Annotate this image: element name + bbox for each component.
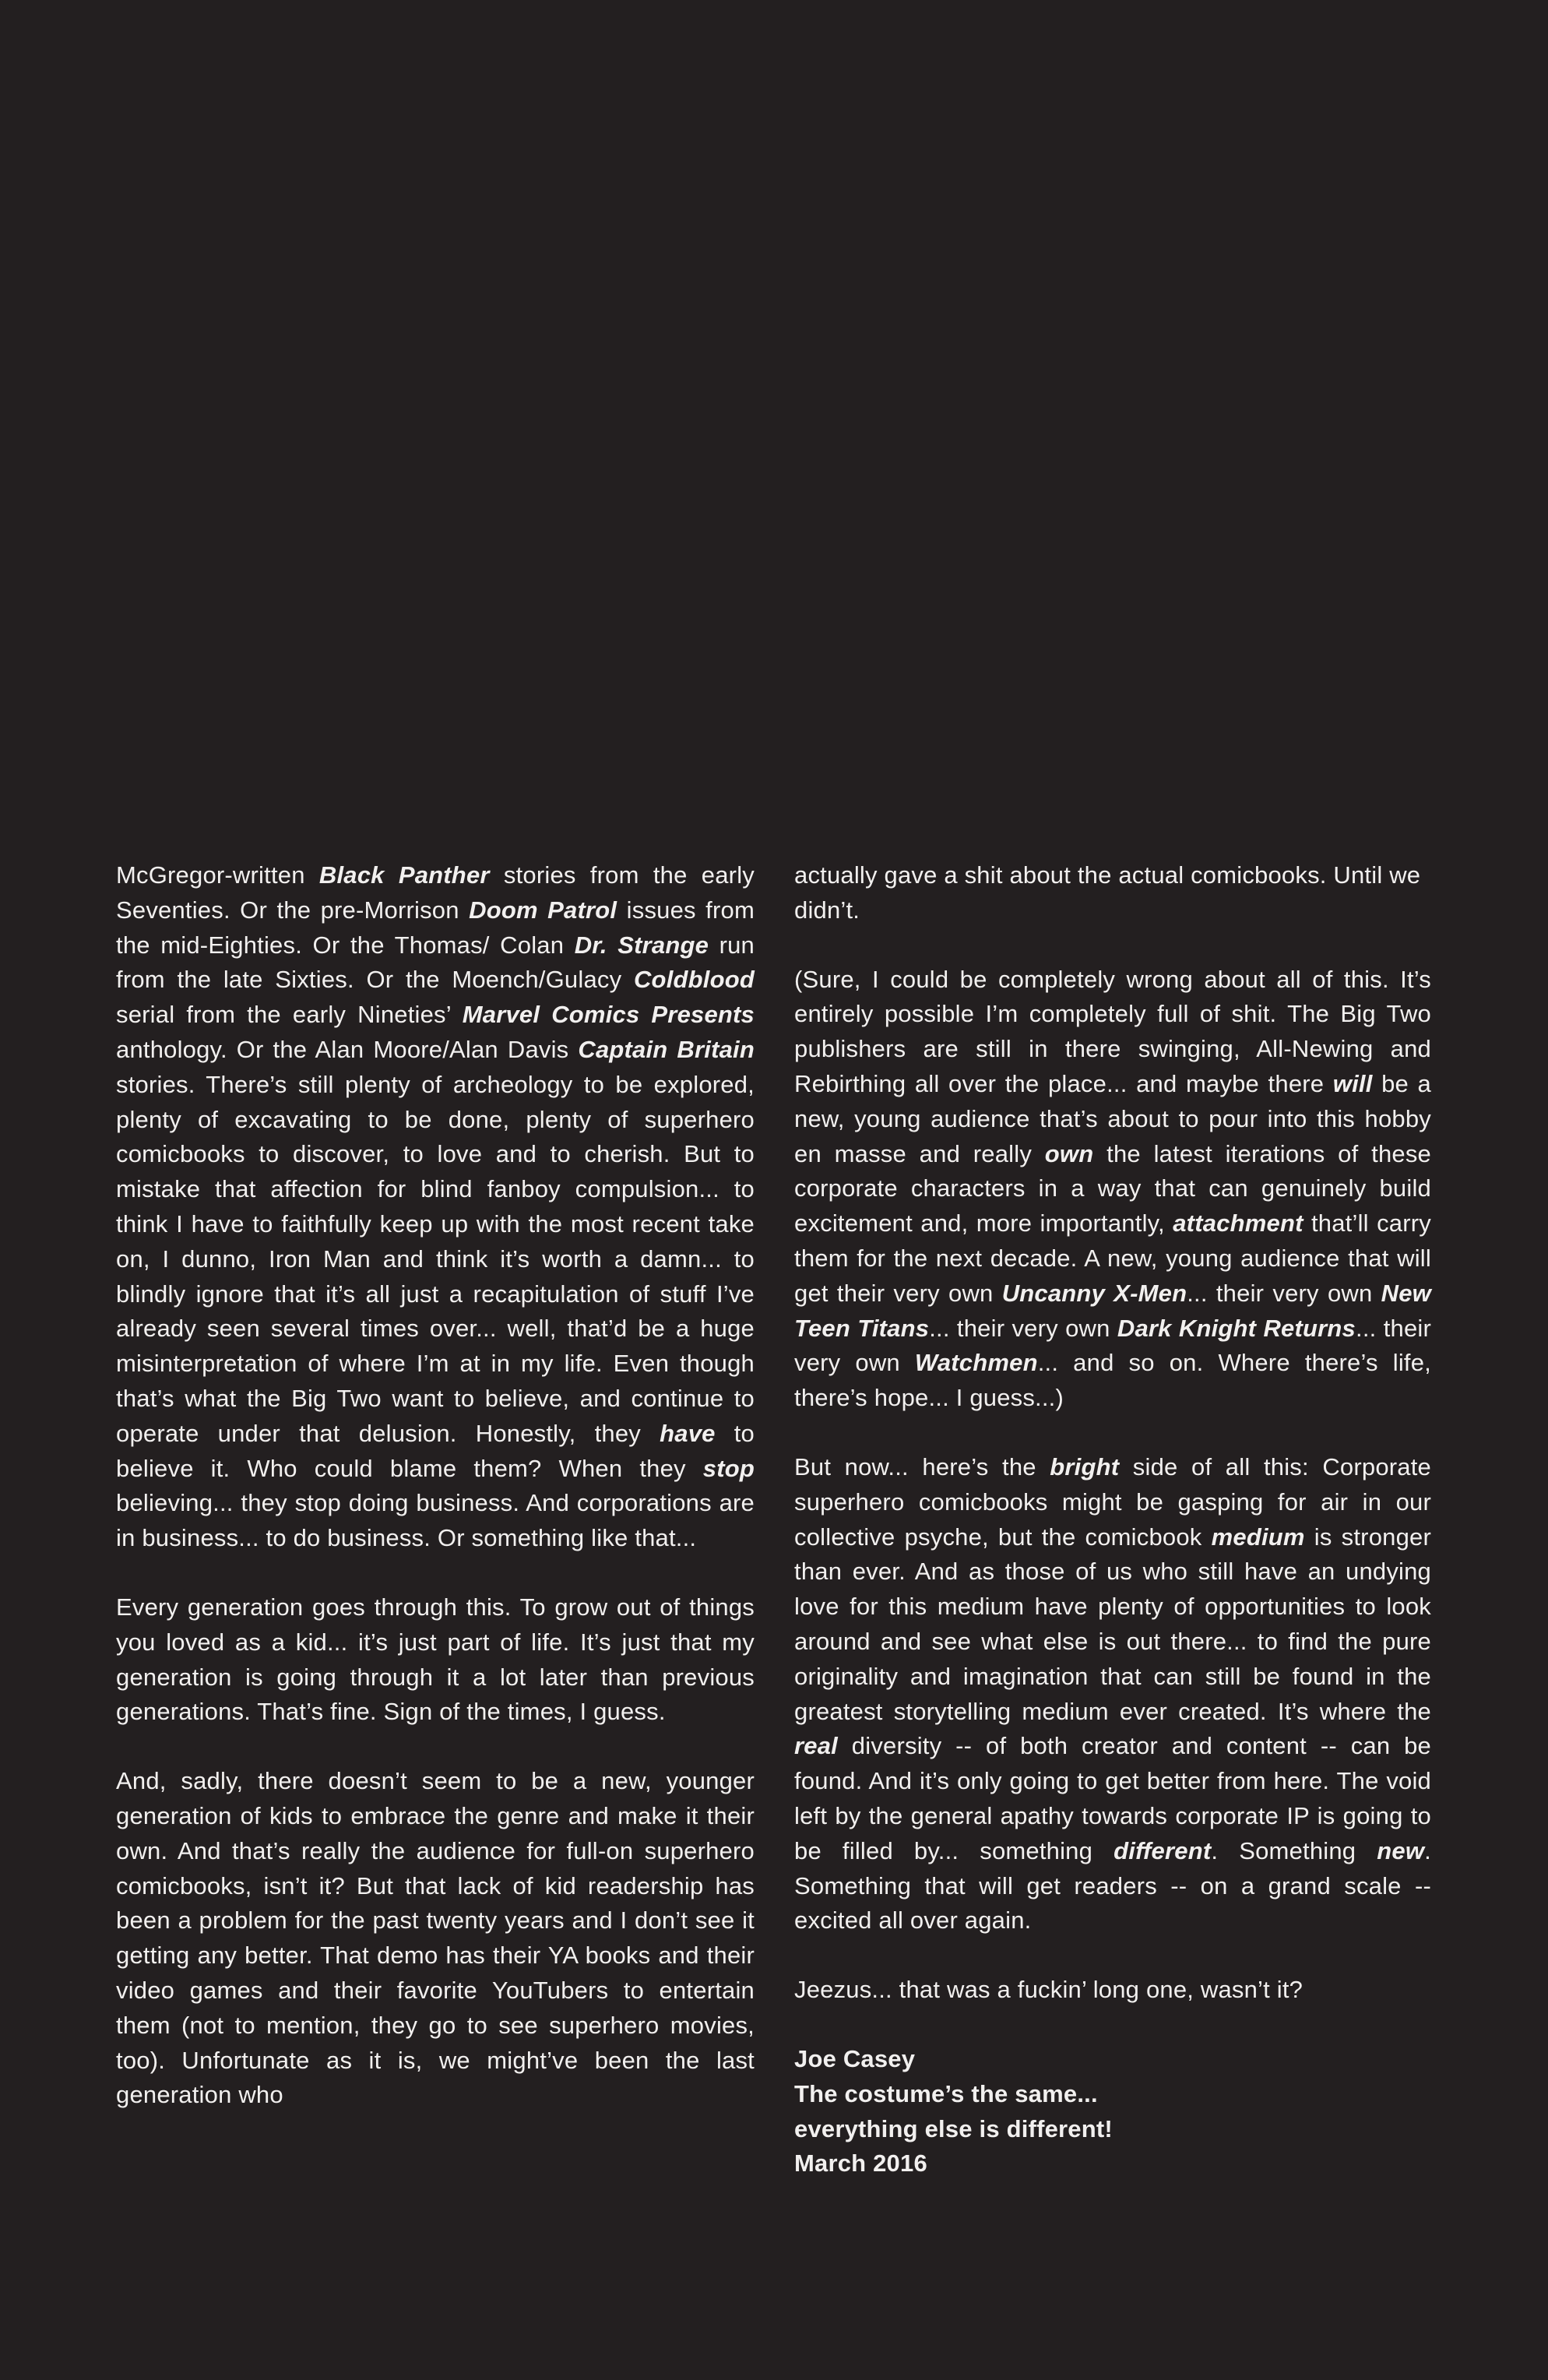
right-paragraph-2 — [794, 963, 1431, 1416]
italic-title-text: Black Panther — [318, 861, 490, 889]
body-text: Every generation goes through this. To grow out of things you loved as a kid... it’s just part of life. It’s just that my generation is going through it a lot later than previous generations. That’s fine. Sign of the times, I guess. — [116, 1593, 755, 1726]
body-text: to believe it. Who could blame them? When they — [116, 1419, 755, 1482]
italic-title-text: new — [1377, 1836, 1425, 1864]
body-text: side of all this: Corporate superhero comicbooks might be gasping for air in our collective psyche, but the comicbook — [794, 1452, 1431, 1551]
left-column — [116, 858, 755, 2147]
italic-title-text: have — [660, 1419, 716, 1447]
italic-title-text: Marvel Comics Presents — [462, 1001, 755, 1029]
italic-title-text: Dark Knight Returns — [1117, 1314, 1356, 1342]
body-text: anthology. Or the Alan Moore/Alan Davis — [116, 1035, 579, 1063]
signature-line-1: The costume’s the same... — [794, 2079, 1098, 2107]
italic-title-text: Doom Patrol — [469, 896, 617, 924]
body-text: issues from the mid-Eighties. Or the Thomas/ Colan — [116, 896, 755, 959]
italic-title-text: will — [1332, 1069, 1373, 1097]
body-text: But now... here’s the — [794, 1452, 1050, 1480]
left-paragraph-2 — [116, 1590, 755, 1730]
body-text: be a new, young audience that’s about to pour into this hobby en masse and really — [794, 1069, 1431, 1167]
italic-title-text: Coldblood — [633, 966, 755, 994]
body-text: ... their very own — [1187, 1279, 1381, 1307]
body-text: actually gave a shit about the actual comicbooks. Until we didn’t. — [794, 861, 1421, 924]
body-text: is stronger than ever. And as those of us who still have an undying love for this medium have plenty of opportunities to look around and see what else is out there... to find the pure originality and imagination that can still be found in the greatest storytelling medium ever created. It’s where the — [794, 1523, 1431, 1725]
body-text: the latest iterations of these corporate characters in a way that can genuinely build excitement and, more importantly, — [794, 1139, 1431, 1238]
right-paragraph-1 — [794, 858, 1431, 928]
author-name: Joe Casey — [794, 2044, 916, 2072]
italic-title-text: bright — [1050, 1452, 1120, 1480]
italic-title-text: attachment — [1173, 1209, 1303, 1238]
body-text: Jeezus... that was a fuckin’ long one, wasn’t it? — [794, 1976, 1303, 2004]
signature-date: March 2016 — [794, 2149, 927, 2178]
body-text: ... and so on. Where there’s life, there’s hope... I guess...) — [794, 1349, 1431, 1412]
right-column — [794, 858, 1431, 2181]
left-paragraph-1 — [116, 858, 755, 1556]
left-paragraph-3 — [116, 1764, 755, 2113]
body-text: diversity -- of both creator and content -- can be found. And it’s only going to get better from here. The void left by the general apathy towards corporate IP is going to be filled by... something — [794, 1732, 1431, 1864]
body-text: that’ll carry them for the next decade. A new, young audience that will get their very own — [794, 1209, 1431, 1307]
italic-title-text: own — [1044, 1139, 1094, 1167]
italic-title-text: different — [1114, 1836, 1212, 1864]
italic-title-text: stop — [702, 1454, 755, 1482]
body-text: (Sure, I could be completely wrong about all of this. It’s entirely possible I’m completely full of shit. The Big Two publishers are still in there swinging, All-Newing and Rebirthing all over the place... and maybe there — [794, 965, 1431, 1097]
signature-block — [794, 2042, 1431, 2181]
body-text: stories. There’s still plenty of archeology to be explored, plenty of excavating to be done, plenty of superhero comicbooks to discover, to love and to cherish. But to mistake that affection for blind fanboy compulsion... to think I have to faithfully keep up with the most recent take on, I dunno, Iron Man and think it’s worth a damn... to blindly ignore that it’s all just a recapitulation of stuff I’ve already seen several times over... well, that’d be a huge misinterpretation of where I’m at in my life. Even though that’s what the Big Two want to believe, and continue to operate under that delusion. Honestly, they — [116, 1070, 755, 1447]
italic-title-text: Uncanny X-Men — [1001, 1279, 1187, 1307]
italic-title-text: New Teen Titans — [794, 1279, 1431, 1342]
italic-title-text: real — [794, 1732, 838, 1760]
signature-line-2: everything else is different! — [794, 2114, 1113, 2142]
body-text: serial from the early Nineties’ — [116, 1001, 463, 1029]
italic-title-text: Dr. Strange — [574, 931, 709, 959]
right-paragraph-4 — [794, 1973, 1431, 2008]
body-text: run from the late Sixties. Or the Moench/Gulacy — [116, 931, 755, 994]
italic-title-text: Watchmen — [914, 1349, 1038, 1377]
body-text: ... their very own — [794, 1314, 1432, 1377]
body-text: ... their very own — [929, 1314, 1117, 1342]
body-text: McGregor-written — [116, 861, 319, 889]
body-text: stories from the early Seventies. Or the pre-Morrison — [116, 861, 755, 924]
body-text: believing... they stop doing business. And corporations are in business... to do business. Or something like that... — [116, 1489, 755, 1552]
body-text: . Something that will get readers -- on a grand scale -- excited all over again. — [794, 1836, 1431, 1935]
body-text: . Something — [1211, 1836, 1377, 1864]
body-text: And, sadly, there doesn’t seem to be a new, younger generation of kids to embrace the genre and make it their own. And that’s really the audience for full-on superhero comicbooks, isn’t it? But that lack of kid readership has been a problem for the past twenty years and I don’t see it getting any better. That demo has their YA books and their video games and their favorite YouTubers to entertain them (not to mention, they go to see superhero movies, too). Unfortunate as it is, we might’ve been the last generation who — [116, 1767, 755, 2109]
italic-title-text: medium — [1211, 1523, 1305, 1551]
right-paragraph-3 — [794, 1450, 1431, 1938]
italic-title-text: Captain Britain — [578, 1035, 755, 1063]
